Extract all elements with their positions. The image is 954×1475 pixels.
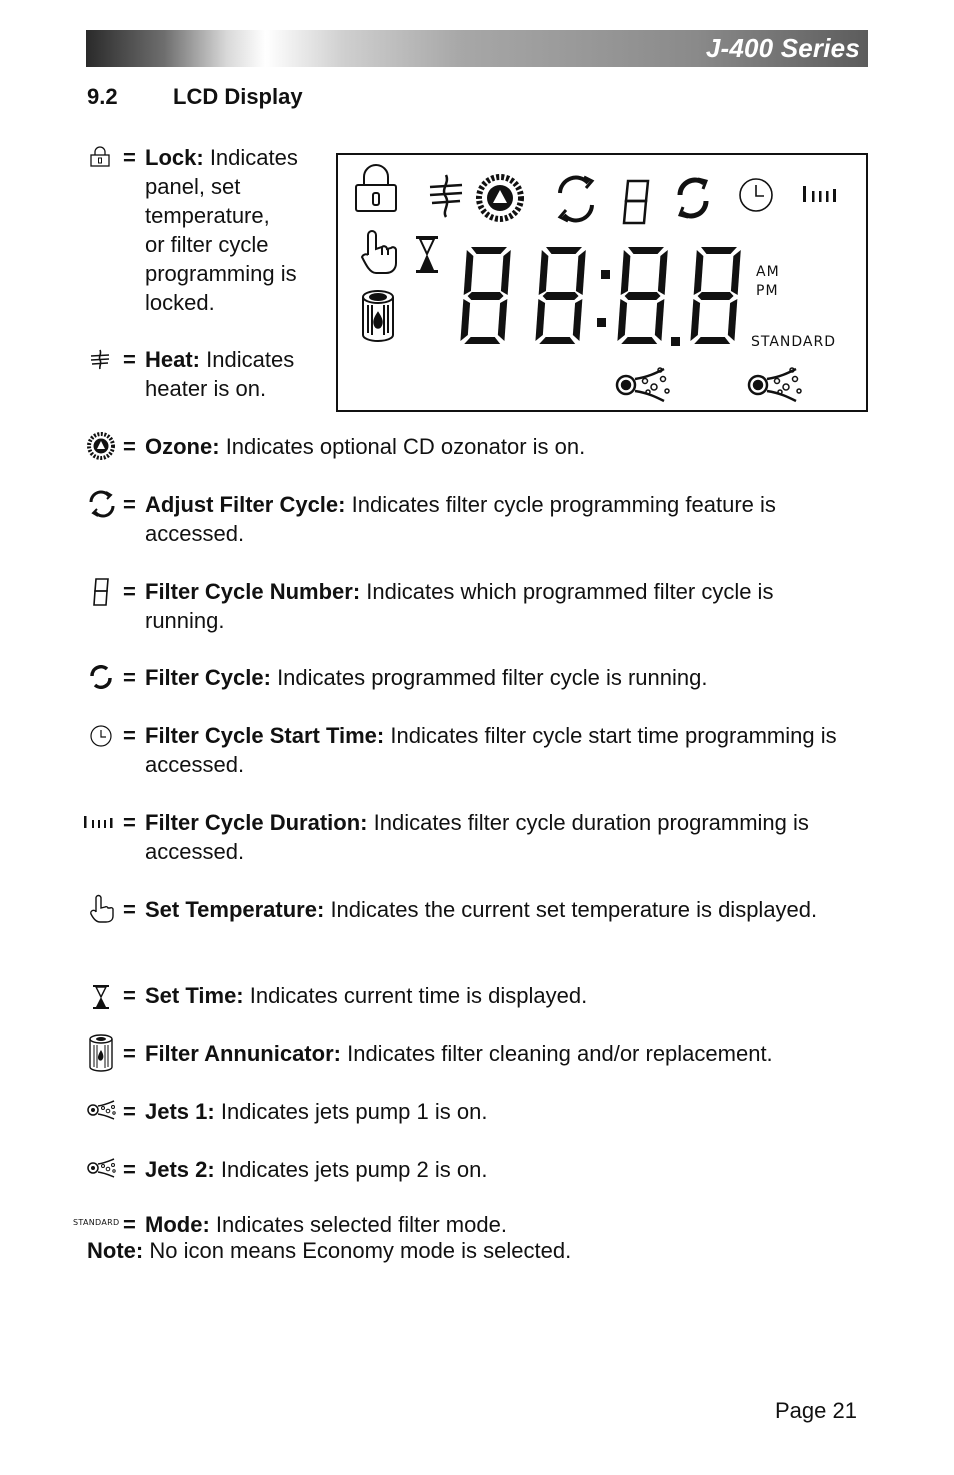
entry-name: Lock: [145, 145, 204, 170]
legend-entry-filter-annunicator: = Filter Annunicator: Indicates filter cleaning and/or replacement. [123, 1041, 773, 1066]
clock-icon [740, 179, 772, 211]
filter-cycle-icon [89, 665, 113, 689]
legend-entry-filter-cycle-duration: = Filter Cycle Duration: Indicates filter cycle duration programming is accessed. [123, 810, 809, 864]
legend-entry-set-temperature: = Set Temperature: Indicates the current set temperature is displayed. [123, 897, 818, 922]
lcd-icons [338, 155, 866, 410]
filter-annunciator-icon [363, 291, 393, 341]
series-title: J-400 Series [705, 33, 860, 63]
heat-icon [430, 175, 462, 217]
hourglass-icon [416, 236, 438, 273]
note-label: Note: [87, 1238, 144, 1263]
heat-icon [89, 348, 111, 370]
seven-segment-digits [460, 247, 741, 346]
duration-icon [82, 814, 118, 830]
jets-icon [87, 1100, 117, 1120]
hand-icon [362, 231, 396, 273]
filter-cycle-number-icon [91, 577, 111, 607]
legend-entry-adjust-filter-cycle: = Adjust Filter Cycle: Indicates filter cycle programming feature is accessed. [123, 492, 776, 546]
clock-icon [89, 724, 113, 748]
header-bar [86, 30, 868, 67]
legend-entry-filter-cycle-start-time: = Filter Cycle Start Time: Indicates filter cycle start time programming is accessed. [123, 723, 837, 777]
legend-entry-jets-2: = Jets 2: Indicates jets pump 2 is on. [123, 1157, 488, 1182]
ozone-icon [86, 431, 116, 461]
legend-entry-ozone: = Ozone: Indicates optional CD ozonator is on. [123, 434, 586, 459]
lock-icon [356, 165, 396, 211]
filter-cycle-number-icon [624, 181, 648, 223]
legend-entry-set-time: = Set Time: Indicates current time is displayed. [123, 983, 588, 1008]
lcd-display-illustration [336, 153, 868, 412]
hourglass-icon [92, 984, 110, 1010]
filter-annunciator-icon [88, 1033, 114, 1073]
lock-icon [89, 146, 111, 168]
legend-entry-lock: = Lock: Indicates panel, set temperature, or filter cycle programming is locked. [123, 145, 298, 315]
page-number: Page 21 [775, 1398, 857, 1423]
hand-icon [88, 894, 114, 924]
lcd-am-label: AM [756, 264, 780, 280]
legend-entry-heat: = Heat: Indicates heater is on. [123, 347, 295, 401]
jets-2-icon [749, 368, 801, 401]
ozone-icon [479, 177, 521, 219]
adjust-filter-cycle-icon [87, 490, 117, 518]
section-number: 9.2 [87, 84, 118, 109]
legend-entry-mode: = Mode: Indicates selected filter mode. [123, 1212, 507, 1237]
note-text: No icon means Economy mode is selected. [149, 1238, 572, 1263]
jets-1-icon [617, 368, 669, 401]
legend-entry-filter-cycle-number: = Filter Cycle Number: Indicates which programmed filter cycle is running. [123, 579, 774, 633]
legend-entry-filter-cycle: = Filter Cycle: Indicates programmed filter cycle is running. [123, 665, 708, 690]
note [87, 1238, 571, 1264]
jets-icon [87, 1158, 117, 1178]
section-title: LCD Display [173, 84, 303, 109]
standard-mode-icon: STANDARD [73, 1218, 120, 1227]
adjust-filter-cycle-icon [560, 177, 592, 221]
duration-icon [803, 186, 836, 202]
filter-cycle-icon [680, 179, 706, 217]
legend-entry-jets-1: = Jets 1: Indicates jets pump 1 is on. [123, 1099, 488, 1124]
lcd-standard-label: STANDARD [751, 334, 837, 350]
lcd-pm-label: PM [756, 283, 779, 299]
